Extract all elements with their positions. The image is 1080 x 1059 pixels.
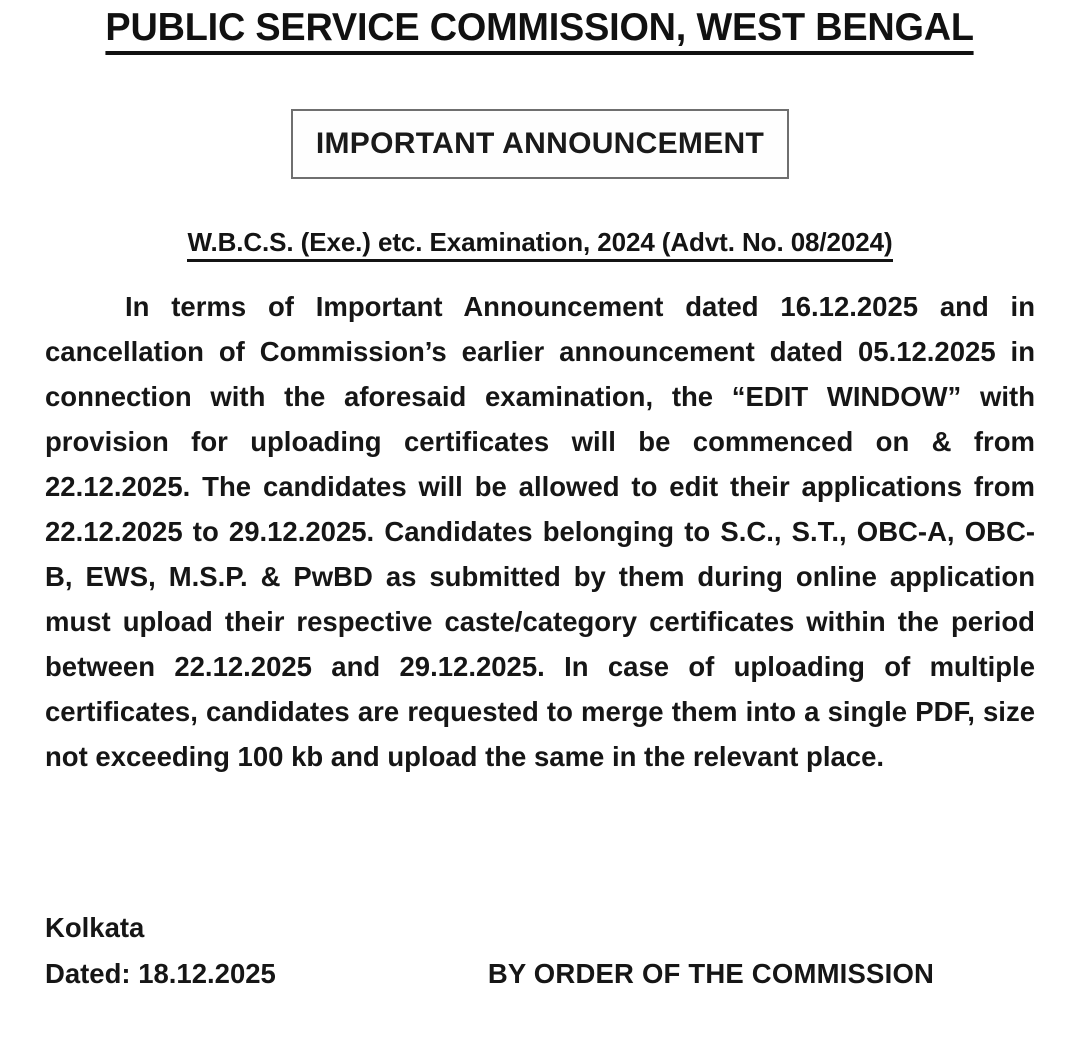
exam-subtitle-container bbox=[0, 227, 1080, 262]
announcement-label-box bbox=[291, 109, 789, 179]
body-container bbox=[45, 284, 1035, 779]
footer-bottom-row bbox=[45, 951, 1035, 997]
announcement-label-container bbox=[0, 109, 1080, 179]
masthead bbox=[0, 0, 1080, 55]
announcement-body-text: In terms of Important Announcement dated 16.12.2025 and in cancellation of Commission’s earlier announcement dated 05.12.2025 in connection with the aforesaid examination, the “EDIT WINDOW” with provision for uploading certificates will be commenced on & from 22.12.2025. The candidates will be allowed to edit their applications from 22.12.2025 to 29.12.2025. Candidates belonging to S.C., S.T., OBC-A, OBC-B, EWS, M.S.P. & PwBD as submitted by them during online application must upload their respective caste/category certificates within the period between 22.12.2025 and 29.12.2025. In case of uploading of multiple certificates, candidates are requested to merge them into a single PDF, size not exceeding 100 kb and upload the same in the relevant place. bbox=[45, 290, 1035, 772]
page-title: PUBLIC SERVICE COMMISSION, WEST BENGAL bbox=[106, 8, 974, 55]
document-footer bbox=[45, 905, 1035, 997]
footer-place: Kolkata bbox=[45, 912, 145, 943]
exam-subtitle: W.B.C.S. (Exe.) etc. Examination, 2024 (Advt. No. 08/2024) bbox=[187, 227, 892, 262]
footer-authority: BY ORDER OF THE COMMISSION bbox=[487, 958, 935, 989]
announcement-label-text: IMPORTANT ANNOUNCEMENT bbox=[315, 126, 765, 160]
footer-date: Dated: 18.12.2025 bbox=[45, 958, 276, 989]
